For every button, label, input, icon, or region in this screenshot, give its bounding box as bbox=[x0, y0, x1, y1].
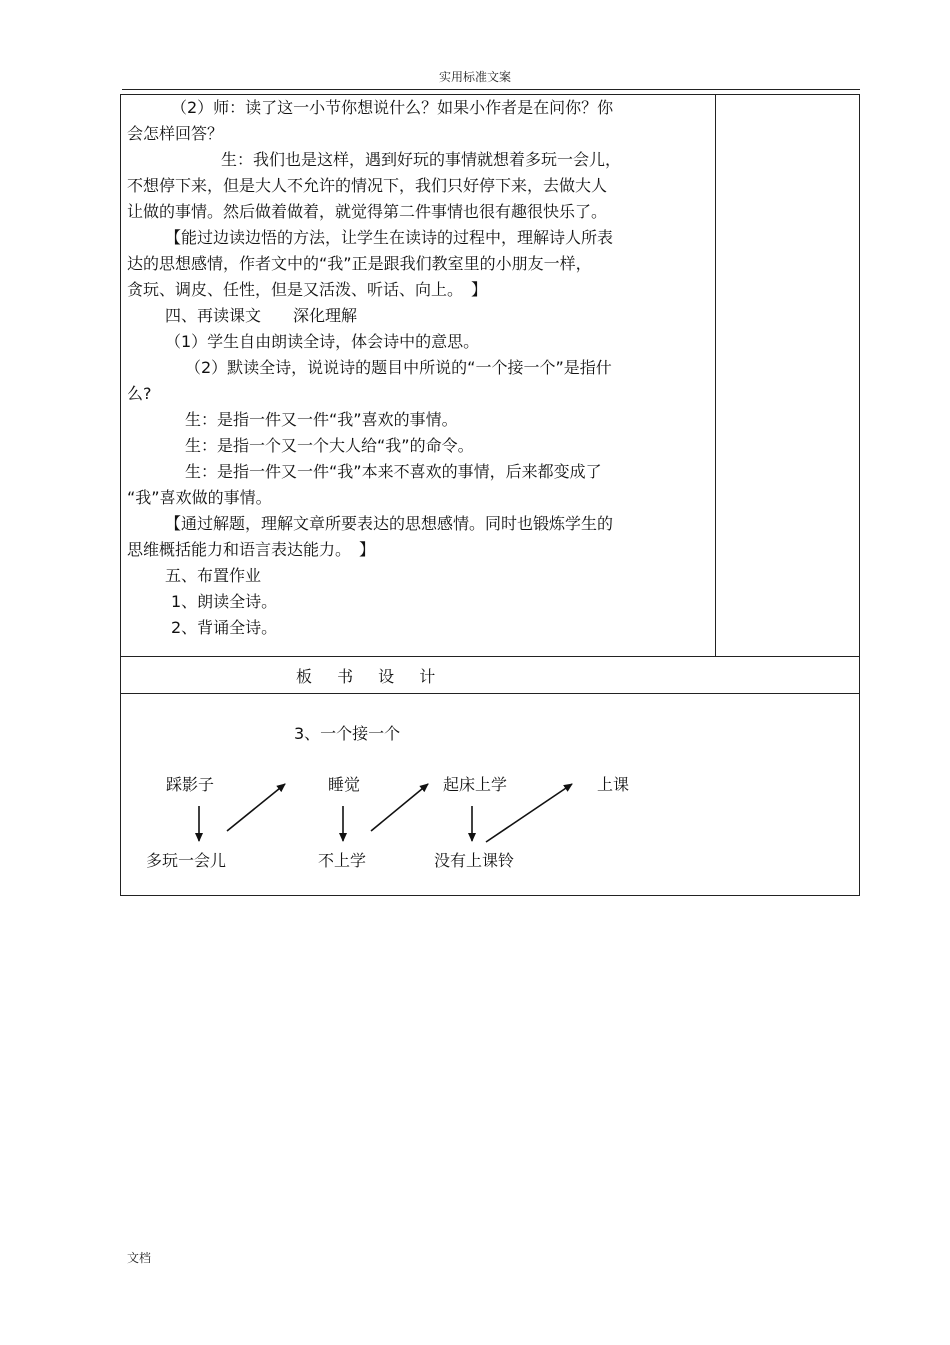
lesson-line: 生：是指一件又一件“我”本来不喜欢的事情，后来都变成了 bbox=[185, 462, 602, 481]
up-right-arrow-icon bbox=[371, 784, 428, 831]
lesson-line: 生：是指一件又一件“我”喜欢的事情。 bbox=[185, 410, 458, 429]
lesson-line: （1）学生自由朗读全诗，体会诗中的意思。 bbox=[165, 332, 480, 351]
up-right-arrow-icon bbox=[486, 784, 572, 842]
board-section-title: 板 书 设 计 bbox=[296, 667, 440, 686]
board-bottom-item-3: 没有上课铃 bbox=[434, 851, 515, 870]
lesson-line: 贪玩、调皮、任性，但是又活泼、听话、向上。 】 bbox=[127, 280, 488, 299]
lesson-line: 达的思想感情，作者文中的“我”正是跟我们教室里的小朋友一样， bbox=[127, 254, 592, 273]
lesson-line: 么? bbox=[127, 384, 152, 403]
board-bottom-item-1: 多玩一会儿 bbox=[146, 851, 227, 870]
lesson-line: 生：是指一个又一个大人给“我”的命令。 bbox=[185, 436, 474, 455]
lesson-line: 会怎样回答？ bbox=[127, 124, 224, 143]
lesson-line: 不想停下来，但是大人不允许的情况下，我们只好停下来，去做大人 bbox=[127, 176, 608, 195]
board-bottom-item-2: 不上学 bbox=[318, 851, 367, 870]
lesson-line: （2）默读全诗，说说诗的题目中所说的“一个接一个”是指什 bbox=[185, 358, 612, 377]
board-top-item-1: 踩影子 bbox=[166, 775, 215, 794]
lesson-line: 生：我们也是这样，遇到好玩的事情就想着多玩一会儿， bbox=[221, 150, 622, 169]
page-header: 实用标准文案 bbox=[438, 70, 511, 84]
lesson-line: 【能过边读边悟的方法，让学生在读诗的过程中，理解诗人所表 bbox=[165, 228, 614, 247]
page-footer: 文档 bbox=[127, 1251, 152, 1265]
board-top-item-4: 上课 bbox=[597, 775, 630, 794]
lesson-line: “我”喜欢做的事情。 bbox=[127, 488, 272, 507]
board-title: 3、一个接一个 bbox=[294, 724, 401, 743]
lesson-line: 2、背诵全诗。 bbox=[171, 618, 278, 637]
lesson-line: 四、再读课文 深化理解 bbox=[165, 306, 358, 325]
lesson-line: 【通过解题，理解文章所要表达的思想感情。同时也锻炼学生的 bbox=[165, 514, 614, 533]
board-top-item-2: 睡觉 bbox=[328, 775, 361, 794]
up-right-arrow-icon bbox=[227, 784, 285, 831]
lesson-line: 1、朗读全诗。 bbox=[171, 592, 278, 611]
lesson-line: 五、布置作业 bbox=[165, 566, 262, 585]
lesson-line: 思维概括能力和语言表达能力。 】 bbox=[127, 540, 376, 559]
lesson-line: （2）师：读了这一小节你想说什么？如果小作者是在问你？你 bbox=[171, 98, 614, 117]
board-top-item-3: 起床上学 bbox=[443, 775, 508, 794]
lesson-line: 让做的事情。然后做着做着，就觉得第二件事情也很有趣很快乐了。 bbox=[127, 202, 608, 221]
